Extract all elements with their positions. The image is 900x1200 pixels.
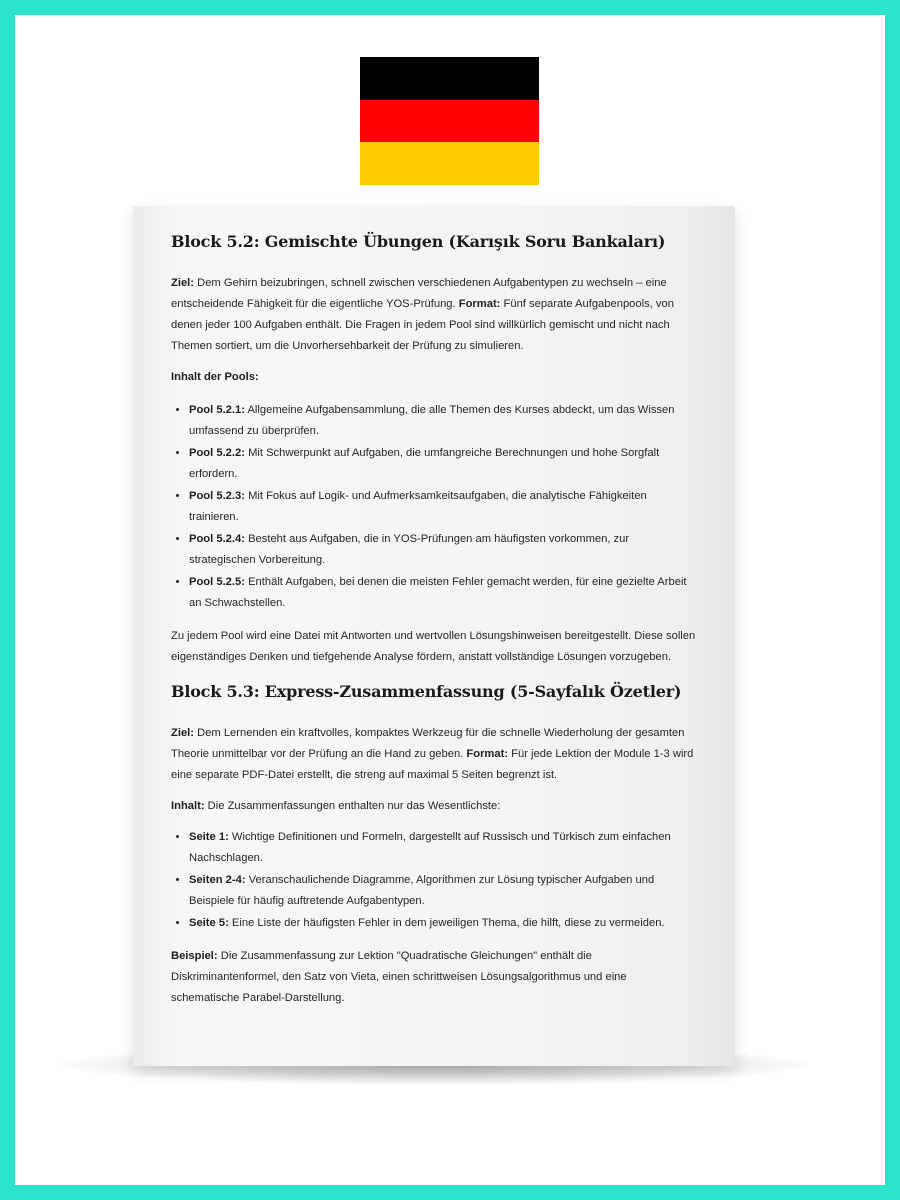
list-item: [189, 913, 697, 934]
content-text: Die Zusammenfassungen enthalten nur das Wesentlichste:: [204, 800, 501, 812]
pools-heading-text: Inhalt der Pools:: [171, 371, 259, 383]
example-paragraph: [171, 946, 697, 1009]
format-text: Für jede Lektion der Module 1-3 wird eine separate PDF-Datei erstellt, die streng auf maximal 5 Seiten begrenzt ist.: [171, 748, 694, 781]
pool-text: Mit Fokus auf Logik- und Aufmerksamkeitsaufgaben, die analytische Fähigkeiten trainieren.: [189, 490, 647, 523]
list-item: [189, 400, 697, 442]
block-5-2-title: Block 5.2: Gemischte Übungen (Karışık Soru Bankaları): [171, 232, 666, 251]
document-page: [133, 206, 735, 1066]
pool-list: [171, 400, 697, 614]
block-5-2-intro: [171, 273, 697, 357]
page-text: Wichtige Definitionen und Formeln, dargestellt auf Russisch und Türkisch zum einfachen Nachschlagen.: [189, 831, 671, 864]
goal-text: Dem Lernenden ein kraftvolles, kompaktes Werkzeug für die schnelle Wiederholung der gesamten Theorie unmittelbar vor der Prüfung an die Hand zu geben.: [171, 727, 685, 760]
list-item: [189, 486, 697, 528]
flag-stripe-gold: [360, 142, 539, 185]
pages-list: [171, 827, 697, 934]
format-label: Format:: [466, 748, 509, 760]
pool-label: Pool 5.2.2:: [189, 447, 245, 459]
goal-label: Ziel:: [171, 727, 194, 739]
page-text: Eine Liste der häufigsten Fehler in dem jeweiligen Thema, die hilft, diese zu vermeiden.: [228, 917, 665, 929]
list-item: [189, 529, 697, 571]
format-text: Fünf separate Aufgabenpools, von denen jeder 100 Aufgaben enthält. Die Fragen in jedem Pool sind willkürlich gemischt und nicht nach Themen sortiert, um die Unvorhersehbarkeit der Prüfung zu simulieren.: [171, 298, 674, 352]
pools-heading: [171, 367, 697, 388]
pool-text: Allgemeine Aufgabensammlung, die alle Themen des Kurses abdeckt, um das Wissen umfassend zu überprüfen.: [189, 404, 675, 437]
page-text: Veranschaulichende Diagramme, Algorithmen zur Lösung typischer Aufgaben und Beispiele für häufig auftretende Aufgabentypen.: [189, 874, 655, 907]
pool-text: Mit Schwerpunkt auf Aufgaben, die umfangreiche Berechnungen und hohe Sorgfalt erfordern.: [189, 447, 660, 480]
block-5-3-title: Block 5.3: Express-Zusammenfassung (5-Sayfalık Özetler): [171, 682, 682, 701]
pool-label: Pool 5.2.4:: [189, 533, 245, 545]
page-label: Seite 5:: [189, 917, 229, 929]
page-label: Seite 1:: [189, 831, 229, 843]
content-line: [171, 796, 697, 817]
pool-label: Pool 5.2.5:: [189, 576, 245, 588]
pool-text: Enthält Aufgaben, bei denen die meisten Fehler gemacht werden, für eine gezielte Arbeit an Schwachstellen.: [189, 576, 687, 609]
format-label: Format:: [458, 298, 501, 310]
block-5-2-closing: Zu jedem Pool wird eine Datei mit Antworten und wertvollen Lösungshinweisen bereitgestellt. Diese sollen eigenständiges Denken und tiefgehende Analyse fördern, anstatt vollständige Lösungen vorzugeben.: [171, 630, 696, 663]
flag-stripe-black: [360, 57, 539, 100]
content-label: Inhalt:: [171, 800, 205, 812]
flag-stripe-red: [360, 100, 539, 143]
pool-text: Besteht aus Aufgaben, die in YOS-Prüfungen am häufigsten vorkommen, zur strategischen Vorbereitung.: [189, 533, 630, 566]
page-label: Seiten 2-4:: [189, 874, 246, 886]
list-item: [189, 443, 697, 485]
example-text: Die Zusammenfassung zur Lektion "Quadratische Gleichungen" enthält die Diskriminantenformel, den Satz von Vieta, einen schrittweisen Lösungsalgorithmus und eine schematische Parabel-Darstellung.: [171, 950, 627, 1004]
goal-text: Dem Gehirn beizubringen, schnell zwischen verschiedenen Aufgabentypen zu wechseln – eine entscheidende Fähigkeit für die eigentliche YOS-Prüfung.: [171, 277, 667, 310]
list-item: [189, 572, 697, 614]
goal-label: Ziel:: [171, 277, 194, 289]
list-item: [189, 827, 697, 869]
pool-label: Pool 5.2.3:: [189, 490, 245, 502]
list-item: [189, 870, 697, 912]
block-5-3-intro: [171, 723, 697, 786]
pool-label: Pool 5.2.1:: [189, 404, 245, 416]
example-label: Beispiel:: [171, 950, 218, 962]
germany-flag-icon: [360, 57, 539, 185]
